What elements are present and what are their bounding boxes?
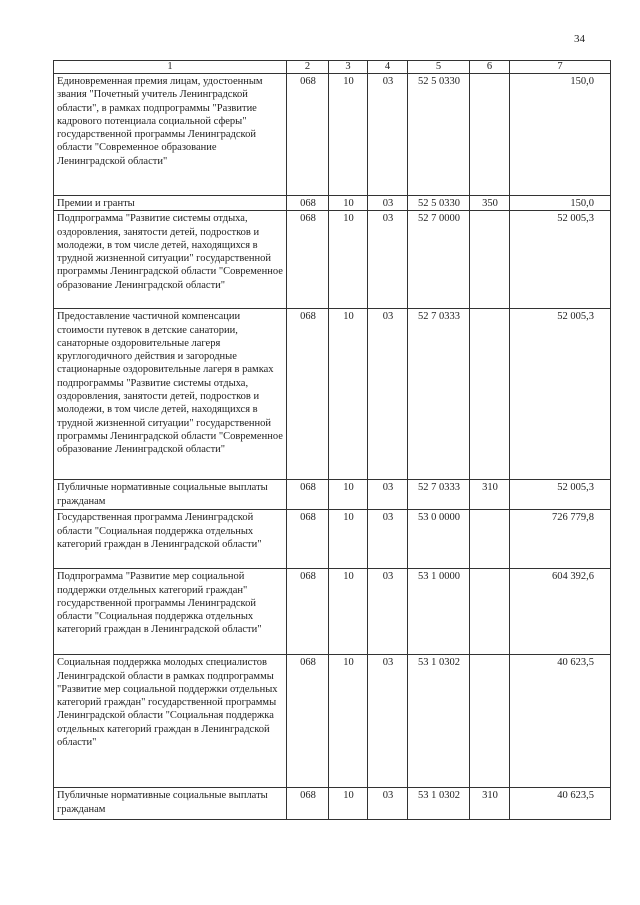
cell-type: 310 <box>470 788 510 820</box>
cell-section: 10 <box>329 510 368 569</box>
table-row <box>54 196 611 211</box>
cell-subsection: 03 <box>368 569 408 655</box>
cell-target: 53 1 0000 <box>408 569 470 655</box>
cell-ministry: 068 <box>287 196 329 211</box>
header-cell: 5 <box>408 61 470 74</box>
cell-type: 350 <box>470 196 510 211</box>
cell-target: 52 5 0330 <box>408 196 470 211</box>
cell-type <box>470 655 510 788</box>
row-name: Подпрограмма "Развитие системы отдыха, оздоровления, занятости детей, подростков и молодежи, в том числе детей, находящихся в трудной жизненной ситуации" государственной программы Ленинградской области "Современное образование Ленинградской области" <box>54 211 287 309</box>
cell-amount: 150,0 <box>510 74 611 196</box>
cell-target: 52 5 0330 <box>408 74 470 196</box>
cell-type <box>470 74 510 196</box>
cell-section: 10 <box>329 196 368 211</box>
cell-subsection: 03 <box>368 74 408 196</box>
cell-section: 10 <box>329 74 368 196</box>
cell-section: 10 <box>329 480 368 510</box>
cell-section: 10 <box>329 309 368 480</box>
row-name: Социальная поддержка молодых специалистов Ленинградской области в рамках подпрограммы "Развитие мер социальной поддержки отдельных категорий граждан" государственной программы Ленинградской области "Социальная поддержка отдельных категорий граждан в Ленинградской области" <box>54 655 287 788</box>
cell-subsection: 03 <box>368 196 408 211</box>
cell-subsection: 03 <box>368 510 408 569</box>
cell-ministry: 068 <box>287 788 329 820</box>
cell-amount: 40 623,5 <box>510 788 611 820</box>
table-row <box>54 309 611 480</box>
row-name: Премии и гранты <box>54 196 287 211</box>
header-cell: 6 <box>470 61 510 74</box>
cell-section: 10 <box>329 788 368 820</box>
cell-section: 10 <box>329 569 368 655</box>
table-row <box>54 211 611 309</box>
table-row <box>54 74 611 196</box>
table-row <box>54 480 611 510</box>
cell-type <box>470 569 510 655</box>
header-cell: 2 <box>287 61 329 74</box>
table-row <box>54 510 611 569</box>
cell-type <box>470 510 510 569</box>
cell-amount: 52 005,3 <box>510 309 611 480</box>
cell-target: 52 7 0000 <box>408 211 470 309</box>
cell-subsection: 03 <box>368 309 408 480</box>
cell-ministry: 068 <box>287 480 329 510</box>
row-name: Публичные нормативные социальные выплаты гражданам <box>54 480 287 510</box>
cell-subsection: 03 <box>368 788 408 820</box>
cell-subsection: 03 <box>368 480 408 510</box>
cell-section: 10 <box>329 211 368 309</box>
row-name: Публичные нормативные социальные выплаты гражданам <box>54 788 287 820</box>
row-name: Предоставление частичной компенсации стоимости путевок в детские санатории, санаторные оздоровительные лагеря круглогодичного действия и загородные стационарные оздоровительные лагеря в рамках подпрограммы "Развитие системы отдыха, оздоровления, занятости детей, подростков и молодежи, в том числе детей, находящихся в трудной жизненной ситуации" государственной программы Ленинградской области "Современное образование Ленинградской области" <box>54 309 287 480</box>
row-name: Государственная программа Ленинградской области "Социальная поддержка отдельных категорий граждан в Ленинградской области" <box>54 510 287 569</box>
header-cell: 7 <box>510 61 611 74</box>
cell-ministry: 068 <box>287 569 329 655</box>
cell-section: 10 <box>329 655 368 788</box>
cell-ministry: 068 <box>287 510 329 569</box>
cell-type <box>470 309 510 480</box>
cell-type: 310 <box>470 480 510 510</box>
cell-target: 53 0 0000 <box>408 510 470 569</box>
header-cell: 4 <box>368 61 408 74</box>
header-cell: 3 <box>329 61 368 74</box>
cell-amount: 40 623,5 <box>510 655 611 788</box>
cell-target: 52 7 0333 <box>408 309 470 480</box>
table-row <box>54 788 611 820</box>
row-name: Подпрограмма "Развитие мер социальной поддержки отдельных категорий граждан" государственной программы Ленинградской области "Социальная поддержка отдельных категорий граждан в Ленинградской области" <box>54 569 287 655</box>
table-header-row <box>54 61 611 74</box>
cell-target: 52 7 0333 <box>408 480 470 510</box>
cell-ministry: 068 <box>287 211 329 309</box>
cell-ministry: 068 <box>287 74 329 196</box>
cell-amount: 52 005,3 <box>510 480 611 510</box>
cell-ministry: 068 <box>287 655 329 788</box>
cell-subsection: 03 <box>368 211 408 309</box>
budget-table <box>53 60 611 820</box>
cell-subsection: 03 <box>368 655 408 788</box>
table-row <box>54 569 611 655</box>
cell-ministry: 068 <box>287 309 329 480</box>
cell-target: 53 1 0302 <box>408 655 470 788</box>
header-cell: 1 <box>54 61 287 74</box>
cell-amount: 150,0 <box>510 196 611 211</box>
row-name: Единовременная премия лицам, удостоенным звания "Почетный учитель Ленинградской области", в рамках подпрограммы "Развитие кадрового потенциала социальной сферы" государственной программы Ленинградской области "Современное образование Ленинградской области" <box>54 74 287 196</box>
table-row <box>54 655 611 788</box>
cell-amount: 726 779,8 <box>510 510 611 569</box>
page-number: 34 <box>574 33 585 45</box>
cell-type <box>470 211 510 309</box>
cell-amount: 604 392,6 <box>510 569 611 655</box>
cell-amount: 52 005,3 <box>510 211 611 309</box>
cell-target: 53 1 0302 <box>408 788 470 820</box>
